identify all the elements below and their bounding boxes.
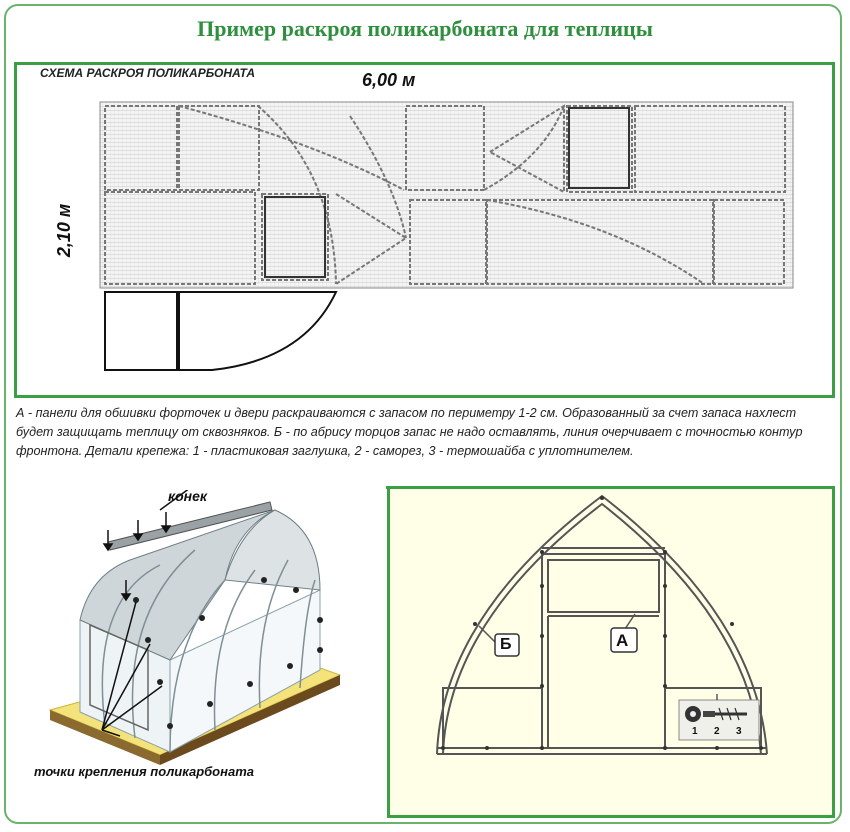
ridge-label: конек	[168, 488, 207, 504]
explanation-note: А - панели для обшивки форточек и двери раскраиваются с запасом по периметру 1-2 см. Образованный за счет запаса нахлест будет защищать теплицу от сквозняков. Б - по абрису торцов запас не надо оставлять, линия очерчивает с точностью контур фронтона. Детали крепежа: 1 - пластиковая заглушка, 2 - саморез, 3 - термошайба с уплотнителем.	[16, 406, 803, 458]
page-title: Пример раскроя поликарбоната для теплицы	[197, 16, 653, 41]
width-dimension: 6,00 м	[362, 70, 416, 90]
gable-diagram	[387, 486, 835, 818]
label-a: А	[616, 631, 629, 650]
fixing-points-label: точки крепления поликарбоната	[34, 764, 254, 779]
greenhouse-illustration	[20, 490, 382, 790]
label-b: Б	[500, 636, 512, 653]
fastener-number-1: 1	[692, 726, 698, 737]
fastener-number-2: 2	[714, 726, 720, 737]
height-dimension: 2,10 м	[54, 203, 75, 258]
schema-label: СХЕМА РАСКРОЯ ПОЛИКАРБОНАТА	[40, 66, 256, 80]
cutting-scheme-diagram	[14, 62, 835, 398]
fastener-number-3: 3	[736, 726, 742, 737]
